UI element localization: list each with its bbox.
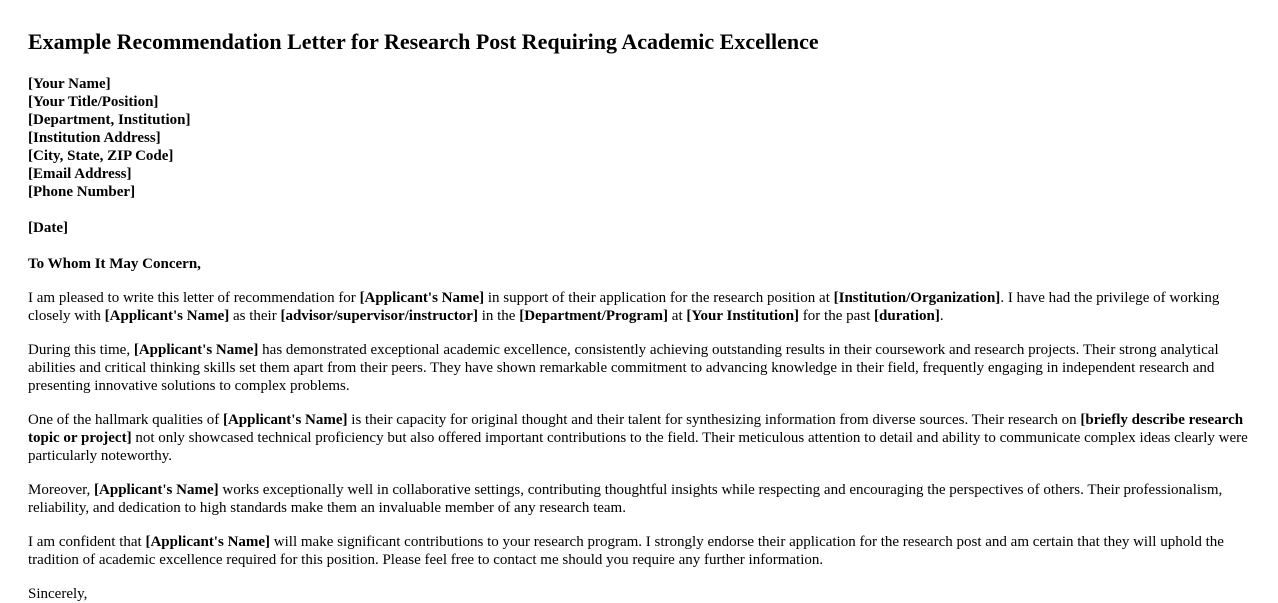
p1-text-7: for the past bbox=[799, 308, 875, 324]
p4-text-2: works exceptionally well in collaborative settings, contributing thoughtful insights while respecting and encouraging the perspectives of others. Their professionalism, reliability, and dedication to high standards make them an invaluable member of any research team. bbox=[28, 482, 1223, 516]
body-paragraph-4 bbox=[28, 481, 1250, 517]
p3-text-1: One of the hallmark qualities of bbox=[28, 412, 223, 428]
p2-text-1: During this time, bbox=[28, 342, 134, 358]
sender-title: [Your Title/Position] bbox=[28, 94, 159, 110]
p1-duration: [duration] bbox=[874, 308, 940, 324]
p3-applicant-name: [Applicant's Name] bbox=[222, 412, 348, 428]
p1-text-4: as their bbox=[229, 308, 281, 324]
closing: Sincerely, bbox=[28, 586, 88, 602]
p1-applicant-name-2: [Applicant's Name] bbox=[104, 308, 230, 324]
letter-date: [Date] bbox=[28, 220, 68, 236]
p1-text-1: I am pleased to write this letter of recommendation for bbox=[28, 290, 360, 306]
p1-role: [advisor/supervisor/instructor] bbox=[280, 308, 478, 324]
p2-applicant-name: [Applicant's Name] bbox=[133, 342, 259, 358]
p1-applicant-name: [Applicant's Name] bbox=[359, 290, 485, 306]
p3-research-topic: [briefly describe research topic or project] bbox=[28, 412, 1244, 446]
p4-applicant-name: [Applicant's Name] bbox=[94, 482, 219, 498]
p1-text-3: . I have had the privilege of working closely with bbox=[28, 290, 1220, 324]
sender-city-state-zip: [City, State, ZIP Code] bbox=[28, 148, 174, 164]
p1-institution-organization: [Institution/Organization] bbox=[833, 290, 1001, 306]
page-title: Example Recommendation Letter for Research Post Requiring Academic Excellence bbox=[28, 29, 819, 54]
p1-text-8: . bbox=[939, 308, 944, 324]
p1-text-5: in the bbox=[477, 308, 520, 324]
body-paragraph-1 bbox=[28, 289, 1250, 325]
p3-text-2: is their capacity for original thought and their talent for synthesizing information from diverse sources. Their research on bbox=[347, 412, 1081, 428]
p3-text-3: not only showcased technical proficiency but also offered important contributions to the field. Their meticulous attention to detail and ability to communicate complex ideas clearly were particularly noteworthy. bbox=[28, 430, 1248, 464]
body-paragraph-3 bbox=[28, 411, 1250, 465]
p5-text-1: I am confident that bbox=[28, 534, 146, 550]
sender-block bbox=[28, 75, 1250, 201]
p2-text-2: has demonstrated exceptional academic excellence, consistently achieving outstanding results in their coursework and research projects. Their strong analytical abilities and critical thinking skills set them apart from their peers. They have shown remarkable commitment to advancing knowledge in their field, frequently engaging in independent research and presenting innovative solutions to complex problems. bbox=[28, 342, 1219, 394]
body-paragraph-2 bbox=[28, 341, 1250, 395]
sender-phone: [Phone Number] bbox=[28, 184, 136, 200]
p1-text-6: at bbox=[668, 308, 687, 324]
p1-department-program: [Department/Program] bbox=[519, 308, 669, 324]
p5-text-2: will make significant contributions to your research program. I strongly endorse their application for the research post and am certain that they will uphold the tradition of academic excellence required for this position. Please feel free to contact me should you require any further information. bbox=[28, 534, 1224, 568]
sender-name: [Your Name] bbox=[28, 76, 111, 92]
p5-applicant-name: [Applicant's Name] bbox=[145, 534, 271, 550]
sender-department: [Department, Institution] bbox=[28, 112, 191, 128]
p1-your-institution: [Your Institution] bbox=[686, 308, 800, 324]
body-paragraph-5 bbox=[28, 533, 1250, 569]
p1-text-2: in support of their application for the research position at bbox=[484, 290, 834, 306]
p4-text-1: Moreover, bbox=[28, 482, 95, 498]
sender-email: [Email Address] bbox=[28, 166, 132, 182]
salutation: To Whom It May Concern, bbox=[28, 256, 201, 272]
sender-address: [Institution Address] bbox=[28, 130, 161, 146]
